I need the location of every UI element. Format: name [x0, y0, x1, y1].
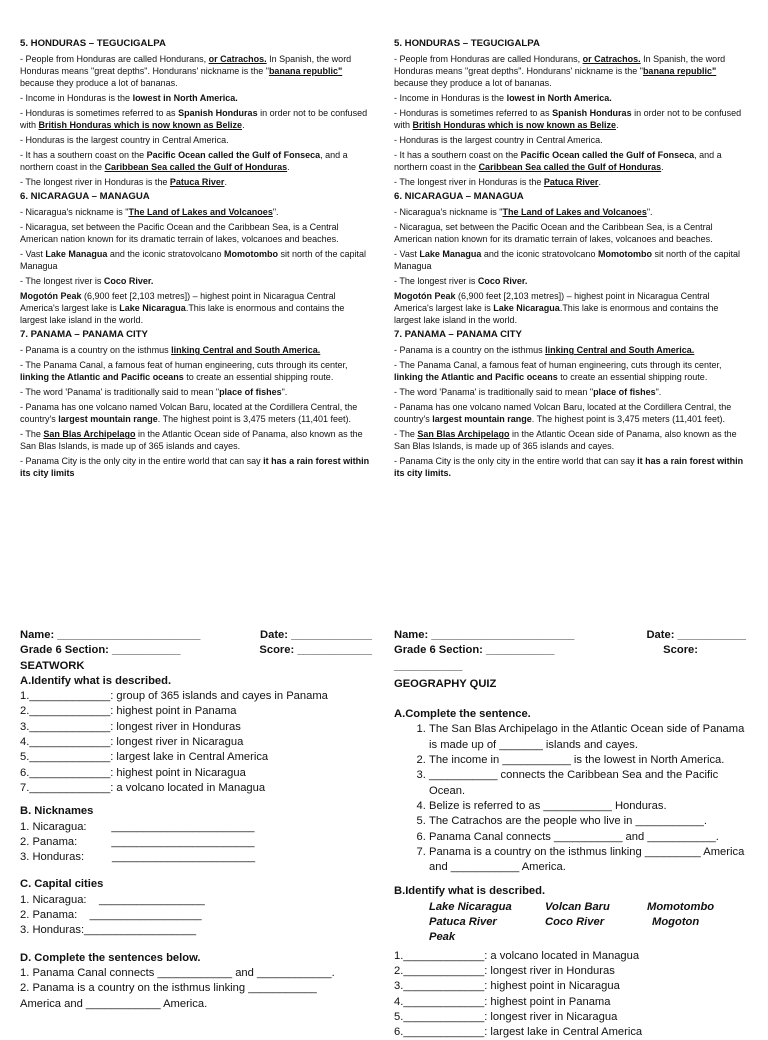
- note-text: British Honduras which is now known as Belize: [412, 120, 617, 130]
- question-line[interactable]: 5._____________: largest lake in Central America: [20, 751, 269, 764]
- panama-heading: 7. PANAMA – PANAMA CITY: [20, 329, 148, 340]
- grade-section-field[interactable]: Grade 6 Section: ___________: [394, 644, 555, 657]
- note-text: ".: [655, 387, 662, 397]
- quiz-sheet: [394, 628, 746, 1040]
- quiz-section-b-heading: B.Identify what is described.: [394, 885, 546, 898]
- note-text: Lake Managua: [419, 249, 482, 259]
- note-text: largest mountain range: [58, 414, 158, 424]
- question-line[interactable]: 5._____________: longest river in Nicaragua: [394, 1010, 618, 1023]
- question-line[interactable]: 1._____________: a volcano located in Managua: [394, 949, 640, 962]
- note-text: Pacific Ocean called the Gulf of Fonseca: [520, 150, 695, 160]
- note-text: - Nicaragua, set between the Pacific Ocean and the Caribbean Sea, is a Central American nation known for its dramatic terrain of lakes, volcanoes and beaches.: [394, 222, 713, 244]
- note-text: - The Panama Canal, a famous feat of human engineering, cuts through its center,: [394, 360, 722, 370]
- note-text: - Honduras is the largest country in Central America.: [20, 135, 229, 145]
- question-item[interactable]: 6. Panama Canal connects ___________ and ___________.: [429, 830, 746, 845]
- seatwork-title: SEATWORK: [20, 659, 85, 672]
- note-item: [394, 107, 746, 131]
- note-item: [20, 455, 372, 479]
- note-item: [20, 149, 372, 173]
- grade-section-field[interactable]: Grade 6 Section: ___________: [20, 644, 181, 657]
- note-text: lowest in North America.: [132, 93, 238, 103]
- notes-left: [20, 36, 372, 482]
- note-text: linking Central and South America.: [171, 345, 321, 355]
- note-text: Momotombo: [223, 249, 278, 259]
- question-line[interactable]: 3. Honduras: _______________________: [20, 851, 256, 864]
- word-bank-item: Momotombo: [647, 900, 715, 913]
- section-a-heading: A.Identify what is described.: [20, 674, 172, 687]
- note-text: Coco River.: [477, 276, 528, 286]
- note-item: [394, 455, 746, 479]
- seatwork-sheet: [20, 628, 372, 1012]
- note-text: The Land of Lakes and Volcanoes: [128, 207, 273, 217]
- question-line[interactable]: 1. Nicaragua: _______________________: [20, 820, 255, 833]
- name-field[interactable]: Name: _______________________: [394, 629, 575, 641]
- note-text: - The Panama Canal, a famous feat of human engineering, cuts through its center,: [20, 360, 348, 370]
- note-text: ".: [272, 207, 279, 217]
- section-d-heading: D. Complete the sentences below.: [20, 951, 201, 964]
- word-bank-item: Patuca River: [429, 916, 497, 929]
- honduras-notes: [394, 53, 746, 188]
- note-text: Momotombo: [597, 249, 652, 259]
- question-line[interactable]: 2. Panama: __________________: [20, 909, 202, 922]
- note-text: - Honduras is the largest country in Central America.: [394, 135, 603, 145]
- note-text: because they produce a lot of bananas.: [394, 78, 552, 88]
- note-text: . The highest point is 3,475 meters (11,401 feet).: [157, 414, 352, 424]
- quiz-section-a-heading: A.Complete the sentence.: [394, 708, 531, 721]
- note-text: in order not to be confused with: [20, 108, 368, 130]
- note-text: Lake Nicaragua: [493, 303, 560, 313]
- question-line[interactable]: 2._____________: highest point in Panama: [20, 705, 237, 718]
- note-item: [394, 428, 746, 452]
- note-text: banana republic": [268, 66, 343, 76]
- note-text: .: [224, 177, 227, 187]
- date-field[interactable]: Date: _____________: [260, 629, 372, 641]
- note-text: , and a northern coast in the: [20, 150, 348, 172]
- score-field[interactable]: Score: ____________: [259, 644, 372, 657]
- note-text: linking the Atlantic and Pacific oceans: [394, 372, 558, 382]
- note-item: [20, 206, 372, 218]
- note-text: Caribbean Sea called the Gulf of Honduras: [478, 162, 662, 172]
- note-item: [394, 221, 746, 245]
- note-text: .: [598, 177, 601, 187]
- note-item: [20, 107, 372, 131]
- note-item: [394, 134, 746, 146]
- note-text: - Panama has one volcano named Volcan Baru, located at the Cordillera Central, the country's: [20, 402, 358, 424]
- note-text: Lake Managua: [45, 249, 108, 259]
- note-item: [20, 176, 372, 188]
- section-d-items: [20, 966, 372, 1012]
- quiz-section-b-items: [394, 949, 746, 1040]
- nicaragua-notes: [394, 206, 746, 326]
- note-text: . The highest point is 3,475 meters (11,401 feet).: [531, 414, 726, 424]
- note-item: [394, 206, 746, 218]
- nicaragua-heading: 6. NICARAGUA – MANAGUA: [394, 191, 524, 202]
- note-item: [20, 386, 372, 398]
- section-b-items: [20, 820, 372, 866]
- section-a-items: [20, 689, 372, 796]
- score-blank[interactable]: ___________: [394, 659, 463, 672]
- note-text: - Panama is a country on the isthmus: [20, 345, 172, 355]
- note-text: Spanish Honduras: [178, 108, 258, 118]
- question-line[interactable]: 1. Nicaragua: _________________: [20, 893, 205, 906]
- note-text: - The: [394, 429, 418, 439]
- note-text: - The longest river in Honduras is the: [394, 177, 544, 187]
- note-text: - Panama City is the only city in the entire world that can say: [20, 456, 264, 466]
- note-text: (6,900 feet [2,103 metres]) – highest point in Nicaragua Central America's largest lake is: [394, 291, 710, 313]
- note-text: in the Atlantic Ocean side of Panama, also known as the San Blas Islands, is made up of 365 islands and cayes.: [20, 429, 363, 451]
- word-bank-item: Coco River: [545, 916, 605, 929]
- note-text: ".: [281, 387, 288, 397]
- note-text: San Blas Archipelago: [43, 429, 136, 439]
- note-text: - Nicaragua, set between the Pacific Ocean and the Caribbean Sea, is a Central American nation known for its dramatic terrain of lakes, volcanoes and beaches.: [20, 222, 339, 244]
- note-item: [20, 428, 372, 452]
- note-item: [394, 401, 746, 425]
- note-item: [394, 359, 746, 383]
- note-text: it has a rain forest within its city limits: [20, 456, 370, 478]
- question-line[interactable]: 3._____________: highest point in Nicaragua: [394, 980, 620, 993]
- note-text: it has a rain forest within its city limits.: [394, 456, 744, 478]
- note-text: .: [242, 120, 245, 130]
- note-item: [394, 92, 746, 104]
- note-text: ".: [646, 207, 653, 217]
- note-text: - The longest river in Honduras is the: [20, 177, 170, 187]
- note-text: - Nicaragua's nickname is ": [394, 207, 503, 217]
- note-text: place of fishes: [219, 387, 282, 397]
- question-line[interactable]: 1._____________: group of 365 islands and cayes in Panama: [20, 690, 328, 703]
- note-item: [394, 53, 746, 89]
- question-line[interactable]: 2._____________: longest river in Honduras: [394, 964, 615, 977]
- note-item: [394, 290, 746, 326]
- note-text: - People from Honduras are called Hondurans,: [394, 54, 583, 64]
- note-text: Coco River.: [103, 276, 154, 286]
- question-item[interactable]: 3. ___________ connects the Caribbean Sea and the Pacific Ocean.: [429, 768, 746, 799]
- question-line[interactable]: 6._____________: highest point in Nicaragua: [20, 766, 246, 779]
- section-b-heading: B. Nicknames: [20, 805, 94, 818]
- note-text: .: [287, 162, 290, 172]
- note-text: banana republic": [642, 66, 717, 76]
- question-line[interactable]: 2. Panama is a country on the isthmus linking ___________: [20, 982, 317, 995]
- note-item: [394, 386, 746, 398]
- note-text: Patuca River: [169, 177, 225, 187]
- panama-heading: 7. PANAMA – PANAMA CITY: [394, 329, 522, 340]
- note-text: - Honduras is sometimes referred to as: [20, 108, 179, 118]
- note-text: Mogotón Peak: [20, 291, 82, 301]
- note-text: - Income in Honduras is the: [394, 93, 507, 103]
- note-text: The Land of Lakes and Volcanoes: [502, 207, 647, 217]
- note-text: - The longest river is: [20, 276, 104, 286]
- question-item[interactable]: 7. Panama is a country on the isthmus linking _________ America and ___________ America.: [429, 845, 746, 876]
- note-item: [20, 401, 372, 425]
- note-text: and the iconic stratovolcano: [481, 249, 598, 259]
- note-text: - Vast: [394, 249, 420, 259]
- question-item[interactable]: 1. The San Blas Archipelago in the Atlantic Ocean side of Panama is made up of _______ islands and cayes.: [429, 722, 746, 753]
- question-line[interactable]: 1. Panama Canal connects ____________ and ____________.: [20, 966, 335, 979]
- note-item: [20, 221, 372, 245]
- note-text: .This lake is enormous and contains the largest lake island in the world.: [20, 303, 345, 325]
- section-c-items: [20, 893, 372, 939]
- note-item: [20, 92, 372, 104]
- note-text: lowest in North America.: [506, 93, 612, 103]
- note-text: to create an essential shipping route.: [557, 372, 708, 382]
- note-text: Caribbean Sea called the Gulf of Honduras: [104, 162, 288, 172]
- note-text: - The longest river is: [394, 276, 478, 286]
- question-line[interactable]: 4._____________: longest river in Nicaragua: [20, 736, 244, 749]
- note-text: - It has a southern coast on the: [394, 150, 521, 160]
- note-item: [394, 344, 746, 356]
- note-text: - Panama has one volcano named Volcan Baru, located at the Cordillera Central, the country's: [394, 402, 732, 424]
- note-text: - The word 'Panama' is traditionally said to mean ": [20, 387, 220, 397]
- note-text: to create an essential shipping route.: [183, 372, 334, 382]
- note-item: [20, 53, 372, 89]
- note-text: because they produce a lot of bananas.: [20, 78, 178, 88]
- note-text: - Nicaragua's nickname is ": [20, 207, 129, 217]
- note-text: linking Central and South America.: [545, 345, 695, 355]
- date-field[interactable]: Date: ___________: [646, 629, 746, 641]
- note-text: San Blas Archipelago: [417, 429, 510, 439]
- question-line[interactable]: 2. Panama: _______________________: [20, 835, 255, 848]
- note-item: [394, 149, 746, 173]
- note-text: - Vast: [20, 249, 46, 259]
- note-text: (6,900 feet [2,103 metres]) – highest point in Nicaragua Central America's largest lake is: [20, 291, 336, 313]
- note-text: - Panama is a country on the isthmus: [394, 345, 546, 355]
- note-item: [20, 290, 372, 326]
- honduras-heading: 5. HONDURAS – TEGUCIGALPA: [394, 38, 540, 49]
- note-text: Lake Nicaragua: [119, 303, 186, 313]
- word-bank-item: Peak: [429, 931, 456, 944]
- note-text: In Spanish, the word Honduras means "great depths". Hondurans' nickname is the ": [394, 54, 726, 76]
- note-item: [20, 134, 372, 146]
- note-text: .: [616, 120, 619, 130]
- question-item[interactable]: 2. The income in ___________ is the lowest in North America.: [429, 753, 746, 768]
- nicaragua-notes: [20, 206, 372, 326]
- panama-notes: [394, 344, 746, 479]
- note-text: - The word 'Panama' is traditionally said to mean ": [394, 387, 594, 397]
- question-line[interactable]: 6._____________: largest lake in Central America: [394, 1026, 643, 1039]
- word-bank: [394, 900, 746, 946]
- note-text: and the iconic stratovolcano: [107, 249, 224, 259]
- note-text: in the Atlantic Ocean side of Panama, also known as the San Blas Islands, is made up of 365 islands and cayes.: [394, 429, 737, 451]
- question-line[interactable]: 3. Honduras:__________________: [20, 924, 197, 937]
- note-item: [20, 359, 372, 383]
- note-item: [20, 344, 372, 356]
- note-text: or Catrachos.: [582, 54, 641, 64]
- word-bank-item: Lake Nicaragua: [429, 900, 512, 913]
- note-text: largest mountain range: [432, 414, 532, 424]
- note-text: or Catrachos.: [208, 54, 267, 64]
- note-item: [394, 275, 746, 287]
- quiz-title: GEOGRAPHY QUIZ: [394, 677, 497, 690]
- note-text: British Honduras which is now known as Belize: [38, 120, 243, 130]
- note-item: [20, 275, 372, 287]
- question-line[interactable]: 7._____________: a volcano located in Managua: [20, 781, 266, 794]
- panama-notes: [20, 344, 372, 479]
- note-item: [394, 248, 746, 272]
- note-text: - The: [20, 429, 44, 439]
- note-text: - People from Honduras are called Hondurans,: [20, 54, 209, 64]
- note-text: Mogotón Peak: [394, 291, 456, 301]
- note-text: Spanish Honduras: [552, 108, 632, 118]
- question-item[interactable]: 5. The Catrachos are the people who live in ___________.: [429, 814, 746, 829]
- note-text: - Panama City is the only city in the entire world that can say: [394, 456, 638, 466]
- note-text: sit north of the capital Managua: [20, 249, 367, 271]
- honduras-heading: 5. HONDURAS – TEGUCIGALPA: [20, 38, 166, 49]
- note-text: Pacific Ocean called the Gulf of Fonseca: [146, 150, 321, 160]
- score-field[interactable]: Score:: [663, 644, 698, 657]
- note-text: - It has a southern coast on the: [20, 150, 147, 160]
- word-bank-item: Volcan Baru: [545, 900, 610, 913]
- question-line[interactable]: 3._____________: longest river in Honduras: [20, 720, 241, 733]
- note-text: sit north of the capital Managua: [394, 249, 741, 271]
- quiz-section-a-items: [394, 722, 746, 875]
- note-item: [20, 248, 372, 272]
- honduras-notes: [20, 53, 372, 188]
- question-line[interactable]: America and ____________ America.: [20, 997, 208, 1010]
- question-line[interactable]: 4._____________: highest point in Panama: [394, 995, 611, 1008]
- note-text: .This lake is enormous and contains the largest lake island in the world.: [394, 303, 719, 325]
- note-text: - Income in Honduras is the: [20, 93, 133, 103]
- note-text: - Honduras is sometimes referred to as: [394, 108, 553, 118]
- note-text: place of fishes: [593, 387, 656, 397]
- nicaragua-heading: 6. NICARAGUA – MANAGUA: [20, 191, 150, 202]
- name-field[interactable]: Name: _______________________: [20, 629, 201, 641]
- question-item[interactable]: 4. Belize is referred to as ___________ Honduras.: [429, 799, 746, 814]
- notes-right: [394, 36, 746, 482]
- note-text: linking the Atlantic and Pacific oceans: [20, 372, 184, 382]
- note-text: , and a northern coast in the: [394, 150, 722, 172]
- note-text: Patuca River: [543, 177, 599, 187]
- note-item: [394, 176, 746, 188]
- note-text: in order not to be confused with: [394, 108, 742, 130]
- note-text: In Spanish, the word Honduras means "great depths". Hondurans' nickname is the ": [20, 54, 352, 76]
- note-text: .: [661, 162, 664, 172]
- word-bank-item: Mogoton: [652, 916, 700, 929]
- section-c-heading: C. Capital cities: [20, 878, 104, 891]
